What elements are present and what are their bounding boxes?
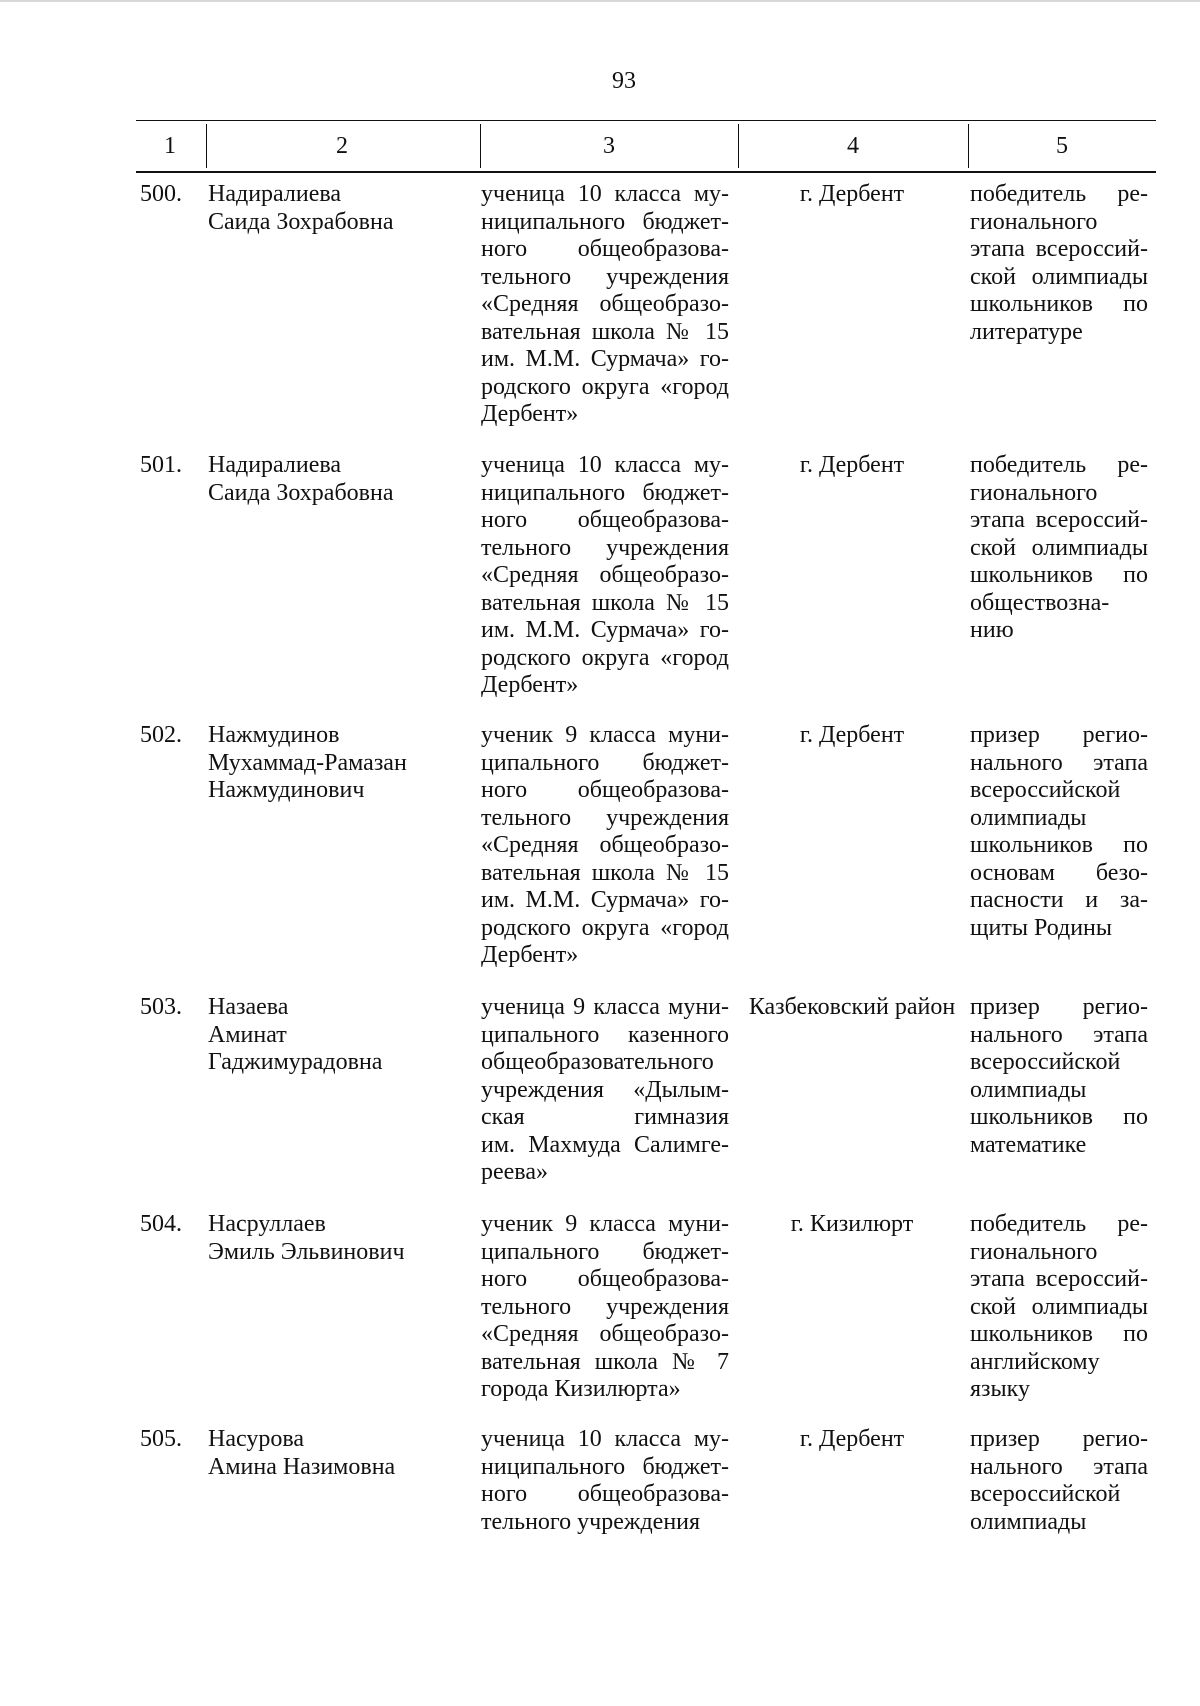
award-status-line: гионального xyxy=(970,208,1098,235)
award-status xyxy=(970,722,1148,942)
column-header-5: 5 xyxy=(1056,133,1068,159)
award-status-line: пасности и за- xyxy=(970,887,1148,913)
award-status-line: олимпиады xyxy=(970,1076,1087,1103)
person-name-line: Нажмудинович xyxy=(208,777,365,803)
award-status-line: призер регио- xyxy=(970,994,1148,1020)
institution-text-line: родского округа «город xyxy=(481,373,729,400)
institution-text xyxy=(481,1426,729,1536)
institution-text-line: учреждения «Дылым- xyxy=(481,1076,729,1103)
institution-text-line: родского округа «город xyxy=(481,644,729,671)
institution-text-line: ниципального бюджет- xyxy=(481,208,729,235)
person-name xyxy=(208,1426,458,1481)
institution-text-line: тельного учреждения xyxy=(481,263,729,290)
award-status-line: этапа всероссий- xyxy=(970,507,1148,533)
institution-text-line: ного общеобразова- xyxy=(481,507,729,533)
institution-text-line: родского округа «город xyxy=(481,914,729,941)
person-name-line: Мухаммад-Рамазан xyxy=(208,749,407,776)
institution-text-line: «Средняя общеобразо- xyxy=(481,1321,729,1347)
institution-text-line: «Средняя общеобразо- xyxy=(481,832,729,858)
award-status-line: нию xyxy=(970,617,1014,643)
column-header-3: 3 xyxy=(603,133,615,159)
person-name-line: Назаева xyxy=(208,994,289,1020)
row-number: 502. xyxy=(140,722,182,748)
award-status-line: нального этапа xyxy=(970,1021,1148,1048)
institution-text-line: ного общеобразова- xyxy=(481,1266,729,1292)
award-status-line: щиты Родины xyxy=(970,914,1113,941)
award-status-line: гионального xyxy=(970,479,1098,506)
place: г. Кизилюрт xyxy=(790,1211,914,1237)
institution-text-line: города Кизилюрта» xyxy=(481,1376,681,1402)
page-number: 93 xyxy=(612,68,636,94)
row-number: 500. xyxy=(140,181,182,207)
institution-text-line: вательная школа № 7 xyxy=(481,1348,729,1375)
table-header xyxy=(136,120,1156,173)
row-number: 505. xyxy=(140,1426,182,1452)
institution-text-line: ципального казенного xyxy=(481,1021,729,1048)
person-name-line: Аминат xyxy=(208,1021,287,1048)
row-number: 501. xyxy=(140,452,182,478)
institution-text-line: «Средняя общеобразо- xyxy=(481,291,729,317)
award-status-line: школьников по xyxy=(970,832,1148,858)
person-name-line: Гаджимурадовна xyxy=(208,1049,383,1075)
institution-text-line: ципального бюджет- xyxy=(481,749,729,776)
institution-text-line: Дербент» xyxy=(481,942,579,968)
institution-text-line: тельного учреждения xyxy=(481,534,729,561)
award-status-line: победитель ре- xyxy=(970,452,1148,478)
person-name xyxy=(208,994,458,1077)
award-status xyxy=(970,1211,1148,1404)
row-number: 503. xyxy=(140,994,182,1020)
person-name xyxy=(208,1211,458,1266)
institution-text-line: ципального бюджет- xyxy=(481,1238,729,1265)
award-status-line: олимпиады xyxy=(970,1508,1087,1535)
institution-text-line: ниципального бюджет- xyxy=(481,1453,729,1480)
institution-text-line: им. М.М. Сурмача» го- xyxy=(481,617,729,643)
person-name-line: Саида Зохрабовна xyxy=(208,479,394,506)
institution-text xyxy=(481,994,729,1187)
award-status-line: нального этапа xyxy=(970,749,1148,776)
institution-text-line: ного общеобразова- xyxy=(481,236,729,262)
award-status-line: ской олимпиады xyxy=(970,263,1148,290)
award-status-line: языку xyxy=(970,1376,1030,1402)
award-status-line: школьников по xyxy=(970,291,1148,317)
award-status-line: ской олимпиады xyxy=(970,534,1148,561)
institution-text-line: ученик 9 класса муни- xyxy=(481,1211,729,1237)
award-status-line: обществозна- xyxy=(970,589,1110,616)
person-name xyxy=(208,452,458,507)
institution-text xyxy=(481,452,729,700)
person-name-line: Саида Зохрабовна xyxy=(208,208,394,235)
institution-text-line: Дербент» xyxy=(481,401,579,427)
person-name-line: Нажмудинов xyxy=(208,722,340,748)
award-status-line: призер регио- xyxy=(970,722,1148,748)
column-header-4: 4 xyxy=(847,133,859,159)
award-status-line: литературе xyxy=(970,318,1083,345)
person-name-line: Насруллаев xyxy=(208,1211,326,1237)
institution-text-line: ученица 9 класса муни- xyxy=(481,994,729,1020)
institution-text-line: ного общеобразова- xyxy=(481,777,729,803)
institution-text-line: тельного учреждения xyxy=(481,1293,729,1320)
place: Казбековский район xyxy=(748,994,956,1020)
award-status-line: победитель ре- xyxy=(970,1211,1148,1237)
institution-text-line: ученица 10 класса му- xyxy=(481,181,729,207)
institution-text xyxy=(481,722,729,970)
person-name xyxy=(208,181,458,236)
institution-text-line: им. М.М. Сурмача» го- xyxy=(481,887,729,913)
place: г. Дербент xyxy=(799,452,905,478)
place: г. Дербент xyxy=(799,722,905,748)
page-top-edge xyxy=(0,0,1200,2)
institution-text xyxy=(481,1211,729,1404)
institution-text xyxy=(481,181,729,429)
award-status-line: школьников по xyxy=(970,562,1148,588)
institution-text-line: тельного учреждения xyxy=(481,804,729,831)
institution-text-line: Дербент» xyxy=(481,672,579,698)
institution-text-line: им. М.М. Сурмача» го- xyxy=(481,346,729,372)
institution-text-line: общеобразовательного xyxy=(481,1049,714,1075)
institution-text-line: вательная школа № 15 xyxy=(481,859,729,886)
institution-text-line: ниципального бюджет- xyxy=(481,479,729,506)
award-status-line: ской олимпиады xyxy=(970,1293,1148,1320)
award-status-line: призер регио- xyxy=(970,1426,1148,1452)
award-status-line: английскому xyxy=(970,1348,1100,1375)
person-name-line: Амина Назимовна xyxy=(208,1453,396,1480)
award-status-line: гионального xyxy=(970,1238,1098,1265)
column-header-2: 2 xyxy=(336,133,348,159)
person-name-line: Надиралиева xyxy=(208,181,342,207)
award-status xyxy=(970,452,1148,645)
place: г. Дербент xyxy=(799,1426,905,1452)
award-status-line: школьников по xyxy=(970,1104,1148,1130)
award-status-line: всероссийской xyxy=(970,1049,1121,1075)
institution-text-line: вательная школа № 15 xyxy=(481,589,729,616)
institution-text-line: ученица 10 класса му- xyxy=(481,1426,729,1452)
award-status-line: победитель ре- xyxy=(970,181,1148,207)
award-status xyxy=(970,181,1148,346)
award-status-line: этапа всероссий- xyxy=(970,1266,1148,1292)
institution-text-line: ская гимназия xyxy=(481,1104,729,1130)
place: г. Дербент xyxy=(799,181,905,207)
award-status-line: школьников по xyxy=(970,1321,1148,1347)
person-name-line: Насурова xyxy=(208,1426,304,1452)
award-status-line: всероссийской xyxy=(970,777,1121,803)
institution-text-line: тельного учреждения xyxy=(481,1508,701,1535)
person-name-line: Эмиль Эльвинович xyxy=(208,1238,405,1265)
award-status-line: этапа всероссий- xyxy=(970,236,1148,262)
person-name-line: Надиралиева xyxy=(208,452,342,478)
award-status-line: основам безо- xyxy=(970,859,1148,886)
person-name xyxy=(208,722,458,805)
institution-text-line: ученица 10 класса му- xyxy=(481,452,729,478)
institution-text-line: ученик 9 класса муни- xyxy=(481,722,729,748)
award-status-line: математике xyxy=(970,1131,1087,1158)
award-status-line: всероссийской xyxy=(970,1481,1121,1507)
institution-text-line: им. Махмуда Салимге- xyxy=(481,1131,729,1158)
institution-text-line: «Средняя общеобразо- xyxy=(481,562,729,588)
award-status-line: нального этапа xyxy=(970,1453,1148,1480)
award-status xyxy=(970,1426,1148,1536)
institution-text-line: вательная школа № 15 xyxy=(481,318,729,345)
award-status-line: олимпиады xyxy=(970,804,1087,831)
row-number: 504. xyxy=(140,1211,182,1237)
award-status xyxy=(970,994,1148,1159)
institution-text-line: ного общеобразова- xyxy=(481,1481,729,1507)
institution-text-line: реева» xyxy=(481,1159,548,1185)
column-header-1: 1 xyxy=(164,133,176,159)
